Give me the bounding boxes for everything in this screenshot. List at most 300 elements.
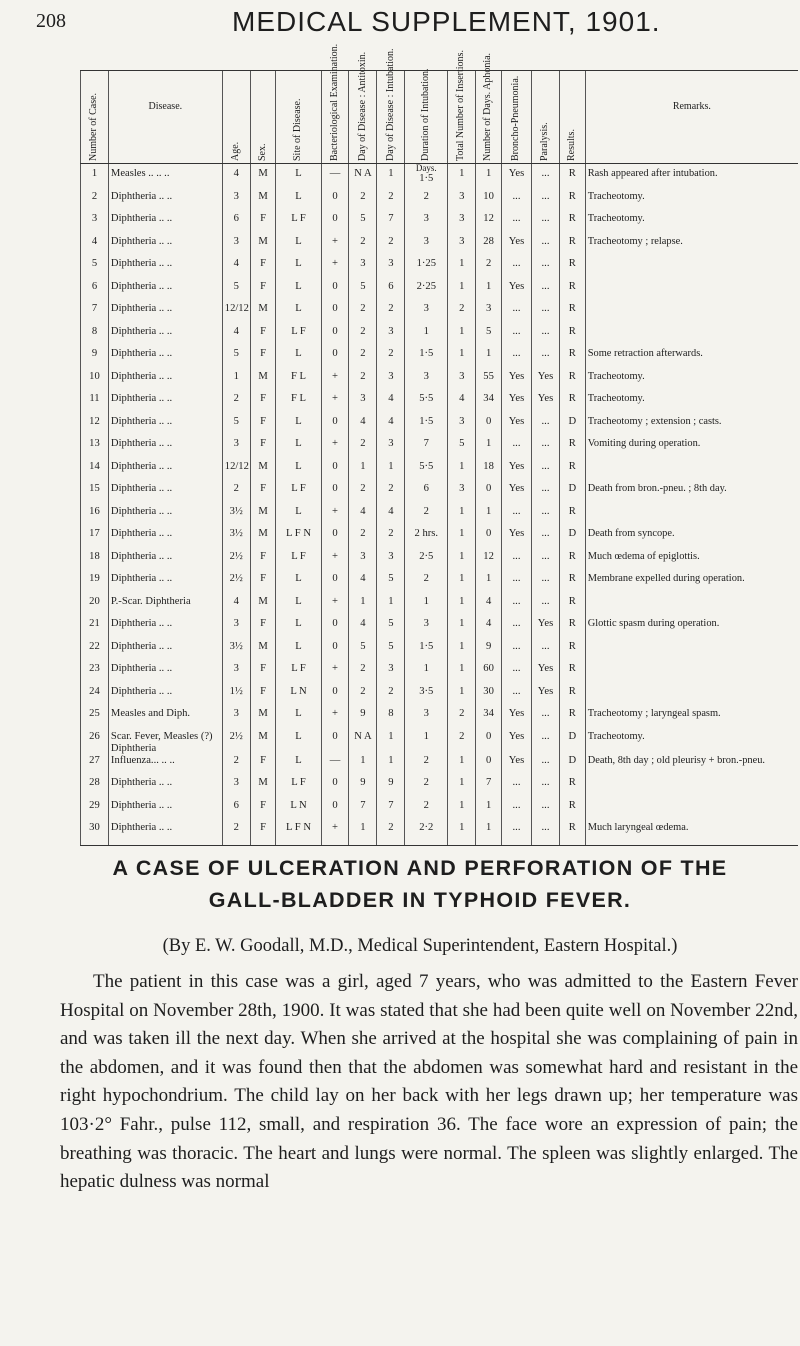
- cell-value: R: [568, 348, 576, 359]
- cell-value: Yes: [508, 528, 525, 539]
- table-cell: [250, 755, 276, 778]
- cell-value: 2 hrs.: [414, 528, 439, 539]
- cell-value: ...: [512, 550, 521, 562]
- table-cell: [321, 573, 349, 596]
- cell-value: ...: [541, 595, 550, 607]
- table-cell: [585, 371, 798, 394]
- cell-value: R: [568, 550, 576, 562]
- cell-value: R: [568, 573, 576, 584]
- table-cell: [476, 551, 502, 574]
- cell-value: 0: [332, 348, 338, 359]
- cell-value: ...: [512, 325, 521, 337]
- cell-value: 3: [233, 663, 239, 674]
- table-cell: [448, 461, 476, 484]
- cell-value: 3: [233, 708, 239, 719]
- table-row: [81, 618, 799, 641]
- cell-value: 5·5: [419, 460, 434, 472]
- cell-value: 2: [459, 708, 465, 719]
- cell-value: 0: [485, 415, 492, 427]
- cell-value: 1: [485, 438, 492, 449]
- table-cell: [405, 618, 448, 641]
- table-cell: [222, 731, 250, 755]
- cell-value: 21: [89, 618, 100, 629]
- table-cell: [108, 258, 222, 281]
- cell-value: N A: [354, 168, 372, 179]
- cell-value: 2: [388, 822, 394, 834]
- table-cell: [250, 800, 276, 823]
- table-cell: [448, 213, 476, 236]
- cell-value: 1: [459, 799, 465, 811]
- table-cell: [559, 213, 585, 236]
- cell-value: 1: [459, 685, 465, 697]
- table-cell: [81, 164, 109, 191]
- table-cell: [377, 528, 405, 551]
- col-header: Results.: [559, 71, 585, 164]
- table-cell: [377, 236, 405, 259]
- table-cell: [585, 258, 798, 281]
- cell-value: M: [258, 168, 268, 179]
- table-cell: [501, 506, 531, 529]
- table-cell: [405, 461, 448, 484]
- table-cell: [81, 438, 109, 461]
- cell-value: R: [568, 708, 576, 719]
- table-cell: [501, 416, 531, 439]
- cell-value: M: [258, 505, 268, 517]
- cell-value: 3: [423, 618, 429, 629]
- cell-value: 55: [483, 370, 494, 382]
- table-cell: [448, 528, 476, 551]
- table-row: [81, 822, 799, 845]
- cell-value: Membrane expelled during operation.: [587, 573, 745, 584]
- cell-value: ...: [541, 573, 550, 584]
- cell-value: 1: [485, 505, 492, 517]
- cell-value: Yes: [508, 708, 525, 719]
- cell-value: L: [295, 640, 302, 652]
- cell-value: +: [332, 370, 339, 382]
- table-cell: [250, 393, 276, 416]
- cell-value: 3: [360, 550, 366, 562]
- cell-value: 5: [360, 280, 366, 292]
- cell-value: F: [260, 325, 267, 337]
- cell-value: 3: [459, 213, 465, 224]
- table-cell: [250, 303, 276, 326]
- cell-value: 2: [388, 303, 394, 314]
- table-cell: [405, 731, 448, 755]
- cell-value: R: [568, 235, 576, 247]
- table-cell: [532, 800, 560, 823]
- table-cell: [349, 164, 377, 191]
- cell-value: L: [295, 348, 302, 359]
- table-cell: [108, 573, 222, 596]
- cell-value: 2: [388, 483, 394, 494]
- table-cell: [559, 800, 585, 823]
- table-cell: [377, 483, 405, 506]
- table-cell: [276, 528, 321, 551]
- table-cell: [501, 641, 531, 664]
- table-cell: [532, 686, 560, 709]
- cell-value: 4: [233, 168, 239, 179]
- table-cell: [501, 281, 531, 304]
- table-cell: [532, 213, 560, 236]
- col-header: Day of Disease : Intubation.: [377, 71, 405, 164]
- cell-value: Yes: [537, 685, 554, 697]
- cell-value: ...: [541, 777, 550, 789]
- cell-value: 0: [332, 213, 338, 224]
- table-cell: [476, 755, 502, 778]
- table-cell: [349, 528, 377, 551]
- table-cell: [108, 326, 222, 349]
- table-cell: [448, 258, 476, 281]
- cell-value: 0: [332, 460, 338, 472]
- table-row: [81, 641, 799, 664]
- cell-value: 3: [423, 213, 429, 224]
- cell-value: 2: [360, 663, 366, 674]
- table-cell: [501, 348, 531, 371]
- cell-value: 1: [459, 640, 465, 652]
- table-cell: [222, 618, 250, 641]
- table-cell: [448, 483, 476, 506]
- table-cell: [222, 755, 250, 778]
- table-cell: [405, 822, 448, 845]
- cell-value: 0: [332, 573, 338, 584]
- cell-value: L F: [291, 213, 306, 224]
- table-cell: [321, 326, 349, 349]
- cell-value: R: [568, 460, 576, 472]
- cell-value: L: [295, 415, 302, 427]
- cell-value: 16: [89, 505, 100, 517]
- table-cell: [81, 506, 109, 529]
- table-cell: [349, 303, 377, 326]
- table-cell: [532, 755, 560, 778]
- table-cell: [405, 438, 448, 461]
- cell-value: 4: [485, 618, 492, 629]
- cell-value: Glottic spasm during operation.: [587, 618, 720, 629]
- table-cell: [532, 641, 560, 664]
- cell-value: 5: [360, 213, 366, 224]
- table-cell: [559, 663, 585, 686]
- table-cell: [532, 596, 560, 619]
- cell-value: Diphtheria .. ..: [110, 505, 173, 517]
- col-header: Number of Days. Aphonia.: [476, 71, 502, 164]
- table-cell: [349, 822, 377, 845]
- cell-value: L: [295, 438, 302, 449]
- table-cell: [276, 326, 321, 349]
- cell-value: ...: [541, 708, 550, 719]
- table-row: [81, 573, 799, 596]
- table-cell: [377, 164, 405, 191]
- cell-value: M: [258, 777, 268, 789]
- cell-value: 1: [423, 595, 429, 607]
- table-row: [81, 686, 799, 709]
- cell-value: ...: [541, 528, 550, 539]
- cell-value: ...: [512, 685, 521, 697]
- table-cell: [448, 596, 476, 619]
- cell-value: 3: [459, 415, 465, 427]
- cell-value: 12: [89, 415, 100, 427]
- cell-value: 2: [360, 348, 366, 359]
- table-cell: [222, 708, 250, 731]
- table-cell: [585, 236, 798, 259]
- cell-value: 3·5: [419, 685, 434, 697]
- table-cell: [585, 191, 798, 214]
- table-cell: [559, 326, 585, 349]
- cell-value: 7: [485, 777, 492, 789]
- cell-value: F: [260, 213, 267, 224]
- table-cell: [501, 731, 531, 755]
- cell-value: L N: [290, 799, 307, 811]
- table-cell: [476, 663, 502, 686]
- table-cell: [349, 641, 377, 664]
- cell-value: F: [260, 685, 267, 697]
- table-cell: [532, 822, 560, 845]
- cell-value: 2: [360, 438, 366, 449]
- cell-value: 0: [332, 528, 338, 539]
- table-cell: [321, 708, 349, 731]
- table-cell: [448, 191, 476, 214]
- cell-value: Yes: [508, 415, 525, 427]
- cell-value: 1: [459, 595, 465, 607]
- table-cell: [501, 686, 531, 709]
- cell-value: 0: [332, 777, 338, 789]
- cell-value: L F: [291, 550, 306, 562]
- table-cell: [585, 800, 798, 823]
- cell-value: +: [332, 708, 339, 719]
- cell-value: F: [260, 438, 267, 449]
- table-cell: [81, 461, 109, 484]
- table-cell: [559, 528, 585, 551]
- cell-value: 0: [332, 730, 338, 742]
- table-cell: [405, 573, 448, 596]
- cell-value: Tracheotomy.: [587, 730, 645, 742]
- table-cell: [222, 573, 250, 596]
- cell-value: 4: [459, 393, 465, 404]
- cell-value: R: [568, 777, 576, 789]
- table-cell: [250, 822, 276, 845]
- table-cell: [585, 213, 798, 236]
- table-cell: [476, 573, 502, 596]
- cell-value: Yes: [508, 460, 525, 472]
- table-cell: [559, 755, 585, 778]
- table-cell: [377, 641, 405, 664]
- table-cell: [585, 641, 798, 664]
- cell-value: Yes: [508, 754, 525, 766]
- table-cell: [559, 281, 585, 304]
- cell-value: R: [568, 822, 576, 834]
- cell-value: 7: [388, 799, 394, 811]
- cell-value: Diphtheria .. ..: [110, 460, 173, 472]
- table-cell: [476, 371, 502, 394]
- cell-value: 12/12: [224, 303, 249, 314]
- table-cell: [108, 618, 222, 641]
- table-cell: [532, 371, 560, 394]
- table-cell: [108, 213, 222, 236]
- cell-value: 3: [485, 303, 492, 314]
- table-cell: [276, 236, 321, 259]
- cell-value: R: [568, 799, 576, 811]
- cell-value: 1: [459, 460, 465, 472]
- table-cell: [377, 461, 405, 484]
- table-cell: [222, 641, 250, 664]
- cell-value: R: [568, 393, 576, 404]
- cell-value: R: [568, 190, 576, 202]
- table-cell: [532, 461, 560, 484]
- cell-value: D: [568, 415, 577, 427]
- table-header-row: [81, 71, 799, 164]
- table-cell: [377, 258, 405, 281]
- cell-value: —: [329, 168, 341, 179]
- table-cell: [81, 326, 109, 349]
- cell-value: ...: [541, 799, 550, 811]
- cell-value: 1: [485, 822, 492, 834]
- table-cell: [476, 641, 502, 664]
- cell-value: 13: [89, 438, 100, 449]
- cell-value: 1: [360, 595, 366, 607]
- cell-value: 2: [388, 348, 394, 359]
- table-cell: [276, 393, 321, 416]
- table-cell: [559, 777, 585, 800]
- table-cell: [377, 800, 405, 823]
- cell-value: 30: [483, 685, 494, 697]
- table-cell: [585, 303, 798, 326]
- cell-value: 5: [388, 618, 394, 629]
- table-row: [81, 755, 799, 778]
- cell-value: L: [295, 258, 302, 269]
- cell-value: 1: [485, 168, 492, 179]
- table-cell: [559, 506, 585, 529]
- cell-value: 12/12: [224, 460, 249, 472]
- cell-value: R: [568, 618, 576, 629]
- table-cell: [81, 641, 109, 664]
- cell-value: Diphtheria .. ..: [110, 303, 173, 314]
- table-cell: [321, 777, 349, 800]
- table-cell: [349, 596, 377, 619]
- table-cell: [405, 483, 448, 506]
- table-cell: [532, 731, 560, 755]
- cell-value: 19: [89, 573, 100, 584]
- table-cell: [349, 416, 377, 439]
- table-cell: [377, 822, 405, 845]
- table-cell: [448, 573, 476, 596]
- table-cell: [476, 822, 502, 845]
- cell-value: Diphtheria .. ..: [110, 280, 173, 292]
- table-row: [81, 326, 799, 349]
- table-row: [81, 596, 799, 619]
- cell-value: 7: [360, 799, 366, 811]
- table-cell: [108, 506, 222, 529]
- table-cell: [448, 326, 476, 349]
- table-cell: [377, 191, 405, 214]
- col-header: Disease.: [108, 71, 222, 164]
- cell-value: Yes: [508, 483, 525, 494]
- cell-value: D: [568, 483, 577, 494]
- table-cell: [501, 822, 531, 845]
- table-row: [81, 800, 799, 823]
- table-cell: [559, 573, 585, 596]
- cell-value: Diphtheria .. ..: [110, 348, 173, 359]
- table-cell: [559, 641, 585, 664]
- table-cell: [559, 708, 585, 731]
- duration-unit-label: Days.: [415, 163, 437, 173]
- table-cell: [532, 573, 560, 596]
- cell-value: 1: [388, 730, 394, 742]
- table-cell: [276, 483, 321, 506]
- cell-value: 7: [388, 213, 394, 224]
- table-cell: [349, 326, 377, 349]
- table-cell: [250, 777, 276, 800]
- table-cell: [476, 213, 502, 236]
- table-cell: [222, 822, 250, 845]
- cell-value: 2½: [229, 573, 243, 584]
- cell-value: Measles and Diph.: [110, 708, 191, 719]
- cell-value: 2: [388, 190, 394, 202]
- cell-value: 10: [483, 190, 494, 202]
- table-cell: [532, 777, 560, 800]
- cell-value: Tracheotomy ; relapse.: [587, 235, 683, 247]
- cell-value: 60: [483, 663, 494, 674]
- cell-value: 1: [233, 370, 239, 382]
- table-cell: [349, 483, 377, 506]
- cell-value: 18: [89, 550, 100, 562]
- table-row: [81, 551, 799, 574]
- table-cell: [222, 800, 250, 823]
- cell-value: 1: [423, 325, 429, 337]
- cell-value: ...: [512, 190, 521, 202]
- table-row: [81, 708, 799, 731]
- cell-value: ...: [512, 505, 521, 517]
- table-cell: [321, 641, 349, 664]
- table-cell: [81, 800, 109, 823]
- table-cell: [448, 416, 476, 439]
- cell-value: 2: [360, 685, 366, 697]
- intubation-cases-table: [80, 43, 798, 846]
- table-cell: [321, 371, 349, 394]
- cell-value: +: [332, 663, 339, 674]
- table-cell: [448, 663, 476, 686]
- cell-value: ...: [512, 618, 521, 629]
- cell-value: 2: [459, 730, 465, 742]
- table-cell: [448, 551, 476, 574]
- cell-value: 3: [360, 258, 366, 269]
- table-row: [81, 438, 799, 461]
- cell-value: ...: [541, 438, 550, 449]
- table-cell: [222, 686, 250, 709]
- cell-value: L: [295, 595, 302, 607]
- cell-value: F: [260, 663, 267, 674]
- table-cell: [250, 483, 276, 506]
- cell-value: ...: [512, 258, 521, 269]
- table-cell: [108, 755, 222, 778]
- table-cell: [405, 596, 448, 619]
- table-row: [81, 483, 799, 506]
- table-cell: [108, 528, 222, 551]
- table-cell: [476, 686, 502, 709]
- cell-value: M: [258, 190, 268, 202]
- table-cell: [448, 236, 476, 259]
- cell-value: +: [332, 393, 339, 404]
- table-cell: [559, 258, 585, 281]
- cell-value: 0: [332, 280, 338, 292]
- table-cell: [250, 371, 276, 394]
- cell-value: 17: [89, 528, 100, 539]
- cell-value: ...: [512, 303, 521, 314]
- table-cell: [250, 573, 276, 596]
- cell-value: Tracheotomy.: [587, 393, 645, 404]
- cell-value: 6: [233, 799, 239, 811]
- table-cell: [448, 393, 476, 416]
- table-cell: [349, 686, 377, 709]
- cell-value: 2: [485, 258, 492, 269]
- cell-value: ...: [541, 415, 550, 427]
